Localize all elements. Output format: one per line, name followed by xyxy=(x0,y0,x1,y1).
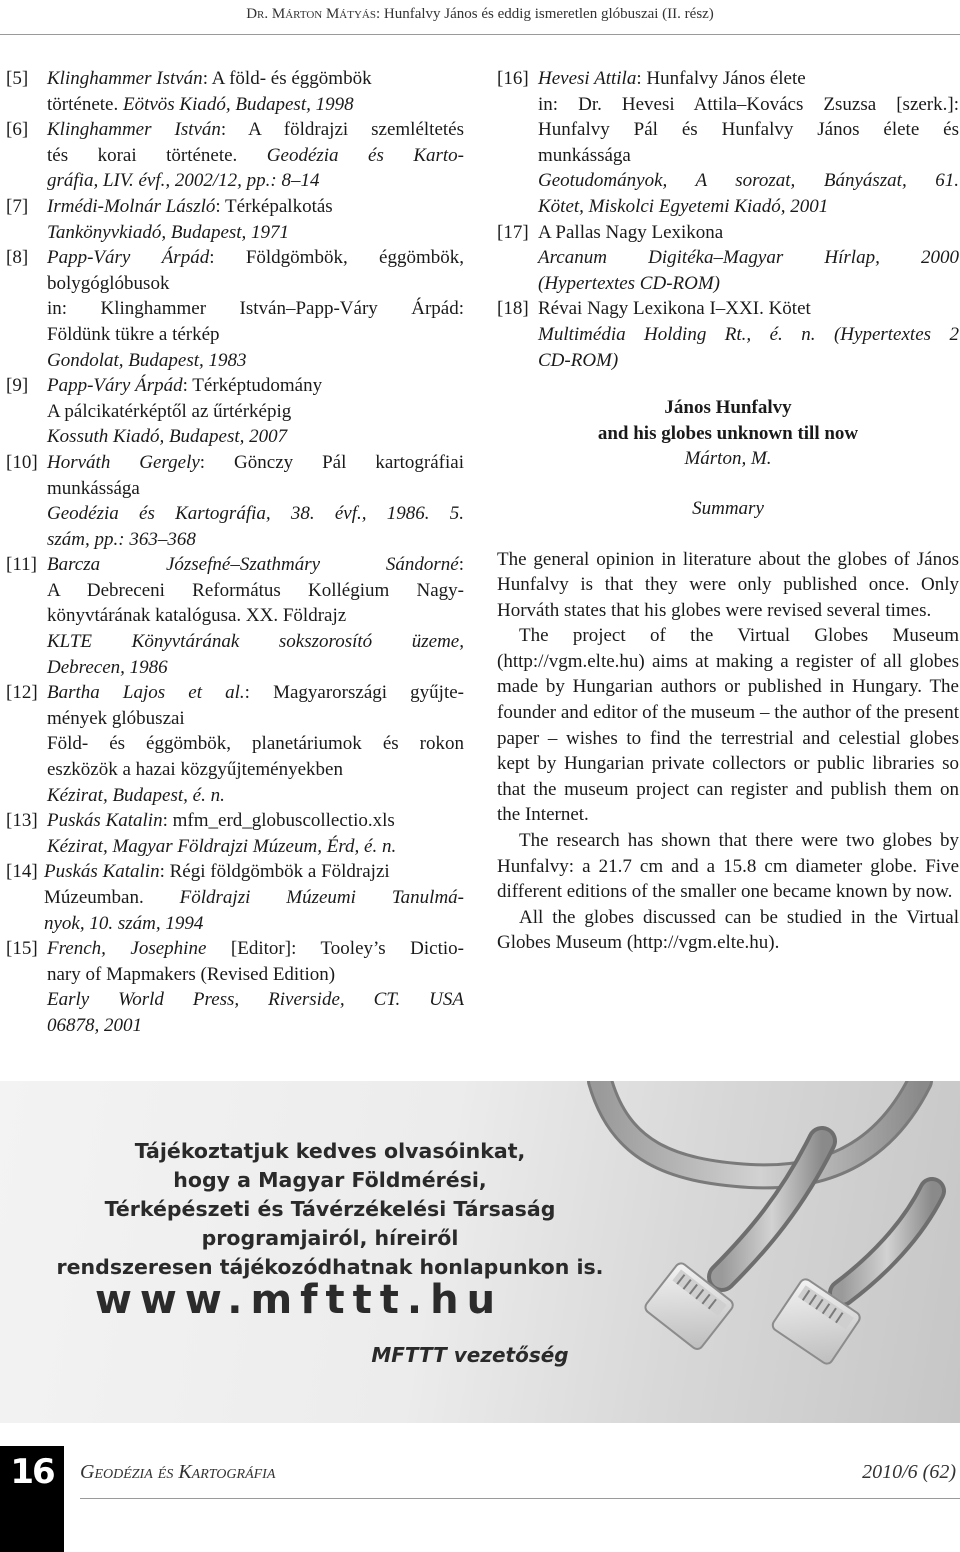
reference-text xyxy=(538,220,959,297)
reference-entry xyxy=(6,680,464,808)
reference-number: [13] xyxy=(6,810,38,832)
reference-line xyxy=(47,757,464,783)
reference-italic-segment: Földrajzi Múzeumi Tanulmá- xyxy=(179,887,464,908)
reference-italic-segment: gráfia, LIV. évf., 2002/12, pp.: 8–14 xyxy=(47,170,320,192)
reference-line xyxy=(47,296,464,322)
right-column-references xyxy=(497,66,959,373)
reference-text xyxy=(538,66,959,220)
running-header xyxy=(0,6,960,23)
reference-number: [9] xyxy=(6,375,29,397)
reference-segment: mények glóbuszai xyxy=(47,707,185,729)
ad-website-url: www.mfttt.hu xyxy=(94,1277,504,1323)
reference-line xyxy=(538,92,959,118)
reference-text xyxy=(47,373,464,450)
reference-segment: in: Klinghammer István–Papp-Váry Árpád: xyxy=(47,298,464,320)
reference-text xyxy=(47,194,464,245)
right-column xyxy=(497,66,959,956)
reference-line xyxy=(44,859,464,885)
reference-line xyxy=(47,66,464,92)
reference-italic-segment: Gondolat, Budapest, 1983 xyxy=(47,349,247,371)
reference-line xyxy=(47,143,464,169)
ad-line: hogy a Magyar Földmérési, xyxy=(173,1168,487,1192)
reference-segment: története. xyxy=(47,93,123,115)
reference-segment: Hunfalvy Pál és Hunfalvy János élete és xyxy=(538,119,959,141)
reference-line xyxy=(47,476,464,502)
reference-italic-segment: Early World Press, Riverside, CT. USA xyxy=(47,989,464,1011)
reference-line xyxy=(47,117,464,143)
reference-italic-segment: nyok, 10. szám, 1994 xyxy=(44,912,204,934)
reference-segment: Föld- és éggömbök, planetáriumok és rokon xyxy=(47,733,464,755)
reference-line xyxy=(47,808,464,834)
reference-text xyxy=(47,936,464,1038)
reference-line xyxy=(44,885,464,911)
reference-line xyxy=(47,603,464,629)
reference-line xyxy=(47,834,464,860)
reference-italic-segment: Kézirat, Magyar Földrajzi Múzeum, Érd, é. n. xyxy=(47,835,397,857)
reference-line xyxy=(538,168,959,194)
reference-text xyxy=(47,450,464,552)
reference-line xyxy=(47,92,464,118)
reference-segment: : xyxy=(458,554,464,576)
reference-italic-segment: Klinghammer István xyxy=(47,68,203,89)
reference-line xyxy=(538,271,959,297)
reference-line xyxy=(47,655,464,681)
reference-entry xyxy=(497,296,959,373)
reference-line xyxy=(538,296,959,322)
header-author: Dr. Márton Mátyás: xyxy=(246,6,381,22)
reference-italic-segment: Geotudományok, A sorozat, Bányászat, 61. xyxy=(538,170,959,192)
reference-line xyxy=(538,245,959,271)
reference-line xyxy=(47,194,464,220)
reference-italic-segment: Debrecen, 1986 xyxy=(47,656,168,678)
reference-entry xyxy=(6,117,464,194)
reference-text xyxy=(47,680,464,808)
reference-line xyxy=(538,220,959,246)
reference-segment: : Gönczy Pál kartográfiai xyxy=(199,451,464,473)
reference-text xyxy=(47,117,464,194)
reference-number: [10] xyxy=(6,451,38,473)
header-rule xyxy=(0,34,960,35)
footer-issue: 2010/6 (62) xyxy=(862,1461,956,1483)
ad-line: Tájékoztatjuk kedves olvasóinkat, xyxy=(134,1139,526,1163)
reference-line xyxy=(47,168,464,194)
reference-entry xyxy=(6,808,464,859)
reference-segment: munkássága xyxy=(538,144,631,166)
summary-paragraph-1: The general opinion in literature about the globes of János Hunfalvy is that they were only published once. Only Horváth states that his globes were revised several times. xyxy=(497,548,959,621)
reference-italic-segment: Barcza Józsefné–Szathmáry Sándorné xyxy=(47,554,459,576)
reference-italic-segment: Irmédi-Molnár László xyxy=(47,195,216,217)
reference-italic-segment: Kossuth Kiadó, Budapest, 2007 xyxy=(47,426,288,448)
summary-body xyxy=(497,547,959,957)
reference-line xyxy=(47,450,464,476)
reference-segment: : mfm_erd_globuscollectio.xls xyxy=(162,810,395,832)
reference-segment: : Magyarországi gyűjte- xyxy=(244,682,464,704)
reference-line xyxy=(47,399,464,425)
reference-entry xyxy=(6,859,464,936)
reference-line xyxy=(538,322,959,348)
reference-number: [12] xyxy=(6,682,38,704)
reference-number: [18] xyxy=(497,298,529,320)
network-cable-icon xyxy=(560,1081,960,1423)
reference-text xyxy=(47,808,464,859)
reference-text xyxy=(47,552,464,680)
reference-line xyxy=(47,527,464,553)
reference-italic-segment: Tankönyvkiadó, Budapest, 1971 xyxy=(47,221,290,243)
reference-line xyxy=(47,245,464,271)
reference-text xyxy=(47,66,464,117)
reference-italic-segment: French, Josephine xyxy=(47,938,207,960)
reference-number: [15] xyxy=(6,938,38,960)
reference-italic-segment: Kötet, Miskolci Egyetemi Kiadó, 2001 xyxy=(538,195,829,217)
reference-line xyxy=(538,117,959,143)
reference-line xyxy=(47,962,464,988)
reference-segment: A Pallas Nagy Lexikona xyxy=(538,221,724,243)
reference-italic-segment: Papp-Váry Árpád xyxy=(47,375,183,397)
reference-line xyxy=(47,1013,464,1039)
reference-number: [7] xyxy=(6,195,29,217)
reference-segment: bolygóglóbusok xyxy=(47,272,170,294)
reference-italic-segment: 06878, 2001 xyxy=(47,1014,142,1036)
reference-line xyxy=(47,322,464,348)
reference-entry xyxy=(6,552,464,680)
reference-entry xyxy=(497,66,959,220)
reference-number: [11] xyxy=(6,554,37,576)
ad-signature: MFTTT vezetőség xyxy=(371,1343,569,1367)
reference-segment: : Régi földgömbök a Földrajzi xyxy=(159,861,390,883)
reference-entry xyxy=(6,373,464,450)
header-title: Hunfalvy János és eddig ismeretlen glóbuszai (II. rész) xyxy=(383,6,714,22)
reference-text xyxy=(47,245,464,373)
reference-line xyxy=(47,987,464,1013)
reference-segment: A pálcikatérképtől az űrtérképig xyxy=(47,400,292,422)
reference-segment: A Debreceni Református Kollégium Nagy- xyxy=(47,579,464,601)
summary-label: Summary xyxy=(692,497,764,519)
reference-segment: [Editor]: Tooley’s Dictio- xyxy=(206,938,465,960)
footer-journal-name: Geodézia és Kartográfia xyxy=(80,1461,276,1483)
reference-italic-segment: Bartha Lajos et al. xyxy=(47,682,245,704)
reference-line xyxy=(538,348,959,374)
reference-line xyxy=(538,194,959,220)
reference-line xyxy=(47,424,464,450)
reference-line xyxy=(47,220,464,246)
summary-paragraph-4: All the globes discussed can be studied in the Virtual Globes Museum (http://vgm.elte.hu). xyxy=(497,906,959,954)
reference-text xyxy=(538,296,959,373)
reference-segment: : Térképalkotás xyxy=(215,195,333,217)
reference-segment: : Földgömbök, éggömbök, xyxy=(209,247,464,269)
reference-italic-segment: Papp-Váry Árpád xyxy=(47,247,210,269)
reference-italic-segment: Geodézia és Kartográfia, 38. évf., 1986. 5. xyxy=(47,503,464,525)
summary-title-line-1: János Hunfalvy xyxy=(664,397,792,419)
reference-line xyxy=(47,783,464,809)
reference-segment: : Hunfalvy János élete xyxy=(636,68,806,89)
reference-number: [17] xyxy=(497,221,529,243)
summary-title-line-2: and his globes unknown till now xyxy=(597,422,859,444)
reference-italic-segment: Geodézia és Karto- xyxy=(266,144,465,166)
english-summary-header xyxy=(497,395,959,521)
reference-line xyxy=(47,552,464,578)
reference-italic-segment: Hevesi Attila xyxy=(538,68,637,89)
reference-line xyxy=(47,629,464,655)
reference-italic-segment: (Hypertextes CD-ROM) xyxy=(538,272,721,294)
reference-italic-segment: Klinghammer István xyxy=(47,119,221,141)
reference-number: [14] xyxy=(6,861,38,883)
reference-line xyxy=(47,731,464,757)
ad-line: Térképészeti és Távérzékelési Társaság xyxy=(104,1197,556,1221)
reference-segment: nary of Mapmakers (Revised Edition) xyxy=(47,963,336,985)
page-number: 16 xyxy=(10,1452,54,1492)
reference-italic-segment: Horváth Gergely xyxy=(47,451,200,473)
footer-rule xyxy=(80,1498,960,1499)
reference-line xyxy=(47,501,464,527)
reference-italic-segment: KLTE Könyvtárának sokszorosító üzeme, xyxy=(47,631,464,653)
reference-segment: munkássága xyxy=(47,477,140,499)
summary-paragraph-2: The project of the Virtual Globes Museum (http://vgm.elte.hu) aims at making a register of all globes made by Hungarian authors or published in Hungary. The founder and editor of the museum – the author of the present paper – wishes to find the terrestrial and celestial globes kept by Hungarian private collectors or public libraries so that the museum project can register and publish them on the Internet. xyxy=(497,625,959,826)
reference-segment: : A föld- és éggömbök xyxy=(202,68,372,89)
reference-line xyxy=(47,373,464,399)
summary-author: Márton, M. xyxy=(684,448,772,470)
reference-italic-segment: Kézirat, Budapest, é. n. xyxy=(47,784,225,806)
reference-number: [6] xyxy=(6,119,29,141)
reference-segment: in: Dr. Hevesi Attila–Kovács Zsuzsa [szerk.]: xyxy=(538,93,959,115)
ad-message xyxy=(40,1137,620,1282)
summary-paragraph-3: The research has shown that there were two globes by Hunfalvy: a 21.7 cm and a 15.8 cm diameter globe. Five different editions of the smaller one became known by now. xyxy=(497,830,959,903)
reference-line xyxy=(47,936,464,962)
reference-number: [5] xyxy=(6,68,29,89)
reference-segment: könyvtárának katalógusa. XX. Földrajz xyxy=(47,605,347,627)
reference-line xyxy=(47,578,464,604)
reference-entry xyxy=(6,936,464,1038)
reference-italic-segment: Eötvös Kiadó, Budapest, 1998 xyxy=(122,93,354,115)
reference-entry xyxy=(6,245,464,373)
ad-line: programjairól, híreiről xyxy=(201,1226,459,1250)
reference-entry xyxy=(6,194,464,245)
reference-italic-segment: Puskás Katalin xyxy=(47,810,163,832)
reference-segment: tés korai története. xyxy=(47,144,267,166)
reference-line xyxy=(47,348,464,374)
ad-line: rendszeresen tájékozódhatnak honlapunkon is. xyxy=(56,1255,604,1279)
reference-italic-segment: szám, pp.: 363–368 xyxy=(47,528,196,550)
reference-line xyxy=(538,66,959,92)
reference-segment: : Térképtudomány xyxy=(182,375,323,397)
reference-italic-segment: CD-ROM) xyxy=(538,349,619,371)
reference-line xyxy=(538,143,959,169)
mfttt-advertisement xyxy=(0,1081,960,1423)
reference-number: [8] xyxy=(6,247,29,269)
reference-italic-segment: Multimédia Holding Rt., é. n. (Hypertextes 2 xyxy=(538,323,959,345)
reference-entry xyxy=(6,450,464,552)
reference-entry xyxy=(6,66,464,117)
reference-entry xyxy=(497,220,959,297)
reference-italic-segment: Puskás Katalin xyxy=(44,861,160,883)
reference-line xyxy=(44,911,464,937)
reference-number: [16] xyxy=(497,68,529,89)
reference-text xyxy=(44,859,464,936)
reference-line xyxy=(47,706,464,732)
reference-line xyxy=(47,680,464,706)
reference-segment: Földünk tükre a térkép xyxy=(47,323,220,345)
reference-segment: Múzeumban. xyxy=(44,887,180,908)
reference-segment: eszközök a hazai közgyűjteményekben xyxy=(47,759,343,781)
reference-italic-segment: Arcanum Digitéka–Magyar Hírlap, 2000 xyxy=(538,247,959,269)
left-column-references xyxy=(6,66,464,1039)
footer-journal-title xyxy=(80,1461,275,1484)
reference-segment: Révai Nagy Lexikona I–XXI. Kötet xyxy=(538,298,811,320)
reference-segment: : A földrajzi szemléltetés xyxy=(220,119,464,141)
reference-line xyxy=(47,271,464,297)
